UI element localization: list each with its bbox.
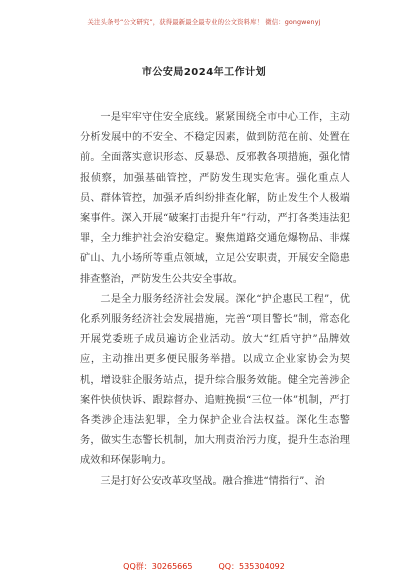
- header-watermark-note: 关注头条号“公文研究”，获得最新最全最专业的公文资料库！ 微信：gongwenyj: [87, 18, 321, 26]
- document-title: 市公安局2024年工作计划: [141, 67, 267, 78]
- paragraph-3: 三是打好公安改革攻坚战。融合推进“情指行”、治: [100, 475, 325, 487]
- footer-contact: [0, 561, 408, 572]
- paragraph-2: 二是全力服务经济社会发展。深化“护企惠民工程”，优化系列服务经济社会发展措施，完善“项目警长”制，常态化开展党委班子成员遍访企业活动。放大“红盾守护”品牌效应，主动推出更多便民服务举措。以成立企业家协会为契机，增设驻企服务站点，提升综合服务效能。健全完善涉企案件快侦快诉、跟踪督办、追赃挽损“三位一体”机制，严打各类涉企违法犯罪，全力保护企业合法权益。深化生态警务，做实生态警长机制，加大刑责治污力度，提升生态治理成效和环保影响力。: [80, 293, 350, 467]
- document-body: [80, 108, 350, 492]
- paragraph-1: 一是牢牢守住安全底线。紧紧围绕全市中心工作，主动分析发展中的不安全、不稳定因素，做到防范在前、处置在前。全面落实意识形态、反暴恐、反邪教各项措施，强化情报侦察，加强基础管控，严防发生现实危害。强化重点人员、群体管控，加强矛盾纠纷排查化解，防止发生个人极端案事件。深入开展“破案打击提升年”行动，严打各类违法犯罪，全力维护社会治安稳定。聚焦道路交通危爆物品、非煤矿山、九小场所等重点领域，立足公安职责，开展安全隐患排查整治，严防发生公共安全事故。: [80, 112, 350, 285]
- footer-qq-group: QQ群：30265665: [123, 562, 193, 571]
- footer-qq: QQ：535304092: [218, 562, 285, 571]
